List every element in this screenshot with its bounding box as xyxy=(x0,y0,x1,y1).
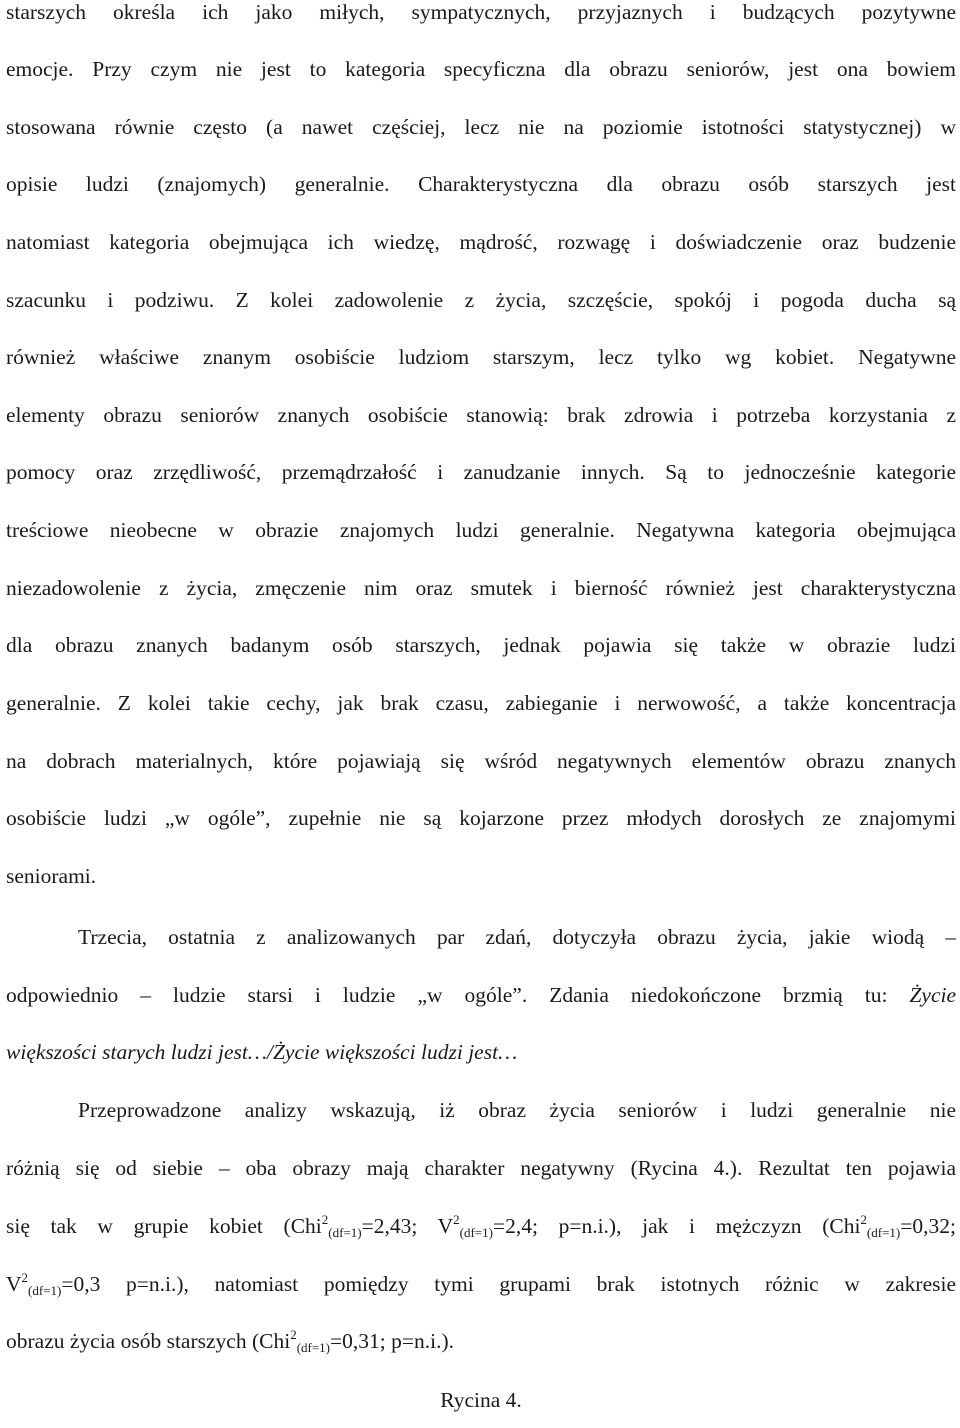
text-line: stosowana równie często (a nawet częściej, lecz nie na poziomie istotności statystycznej) w xyxy=(6,115,956,139)
text-line: treściowe nieobecne w obrazie znajomych ludzi generalnie. Negatywna kategoria obejmująca xyxy=(6,518,956,542)
text-line: elementy obrazu seniorów znanych osobiście stanowią: brak zdrowia i potrzeba korzystania z xyxy=(6,403,956,427)
text-line: starszych określa ich jako miłych, sympatycznych, przyjaznych i budzących pozytywne xyxy=(6,0,956,24)
text-line-with-statistics: się tak w grupie kobiet (Chi$^2_{(df=1)}$=2,43; $V^2_{(df=1)}=2,4$; p=n.i.), jak i mężczyzn (Chi$^2_{(df=1)}$=0,32; xyxy=(6,1212,956,1240)
text-line: szacunku i podziwu. Z kolei zadowolenie z życia, szczęście, spokój i pogoda ducha są xyxy=(6,288,956,312)
text-line xyxy=(6,1040,956,1080)
text-line: dla obrazu znanych badanym osób starszych, jednak pojawia się także w obrazie ludzi xyxy=(6,633,956,657)
paragraph-first-line: Trzecia, ostatnia z analizowanych par zdań, dotyczyła obrazu życia, jakie wiodą – xyxy=(78,925,956,949)
paragraph-first-line: Przeprowadzone analizy wskazują, iż obraz życia seniorów i ludzi generalnie nie xyxy=(78,1098,956,1122)
text-line-with-statistics: $V^2_{(df=1)}=0,3$ p=n.i.), natomiast pomiędzy tymi grupami brak istotnych różnic w zakresie xyxy=(6,1270,956,1298)
text-line: na dobrach materialnych, które pojawiają się wśród negatywnych elementów obrazu znanych xyxy=(6,749,956,773)
text-line: osobiście ludzi „w ogóle”, zupełnie nie są kojarzone przez młodych dorosłych ze znajomymi xyxy=(6,806,956,830)
text-line: również właściwe znanym osobiście ludziom starszym, lecz tylko wg kobiet. Negatywne xyxy=(6,345,956,369)
document-page xyxy=(6,0,956,1416)
italic-phrase: Życie xyxy=(909,983,956,1007)
text-line: generalnie. Z kolei takie cechy, jak brak czasu, zabieganie i nerwowość, a także koncentracja xyxy=(6,691,956,715)
text-line: pomocy oraz zrzędliwość, przemądrzałość i zanudzanie innych. Są to jednocześnie kategorie xyxy=(6,460,956,484)
text-line: natomiast kategoria obejmująca ich wiedzę, mądrość, rozwagę i doświadczenie oraz budzenie xyxy=(6,230,956,254)
text-line: emocje. Przy czym nie jest to kategoria specyficzna dla obrazu seniorów, jest ona bowiem xyxy=(6,57,956,81)
text-line: opisie ludzi (znajomych) generalnie. Charakterystyczna dla obrazu osób starszych jest xyxy=(6,172,956,196)
italic-phrase: większości starych ludzi jest…/Życie większości ludzi jest… xyxy=(6,1040,518,1064)
text-line-with-statistics: obrazu życia osób starszych (Chi$^2_{(df=1)}$=0,31; p=n.i.). xyxy=(6,1327,454,1355)
text-line: seniorami. xyxy=(6,864,97,888)
text-line: niezadowolenie z życia, zmęczenie nim oraz smutek i bierność również jest charakterystyczna xyxy=(6,576,956,600)
text-line: różnią się od siebie – oba obrazy mają charakter negatywny (Rycina 4.). Rezultat ten pojawia xyxy=(6,1156,956,1180)
figure-caption: Rycina 4. xyxy=(440,1388,522,1412)
text-line: odpowiednio – ludzie starsi i ludzie „w ogóle”. Zdania niedokończone brzmią tu: Życie xyxy=(6,983,956,1007)
